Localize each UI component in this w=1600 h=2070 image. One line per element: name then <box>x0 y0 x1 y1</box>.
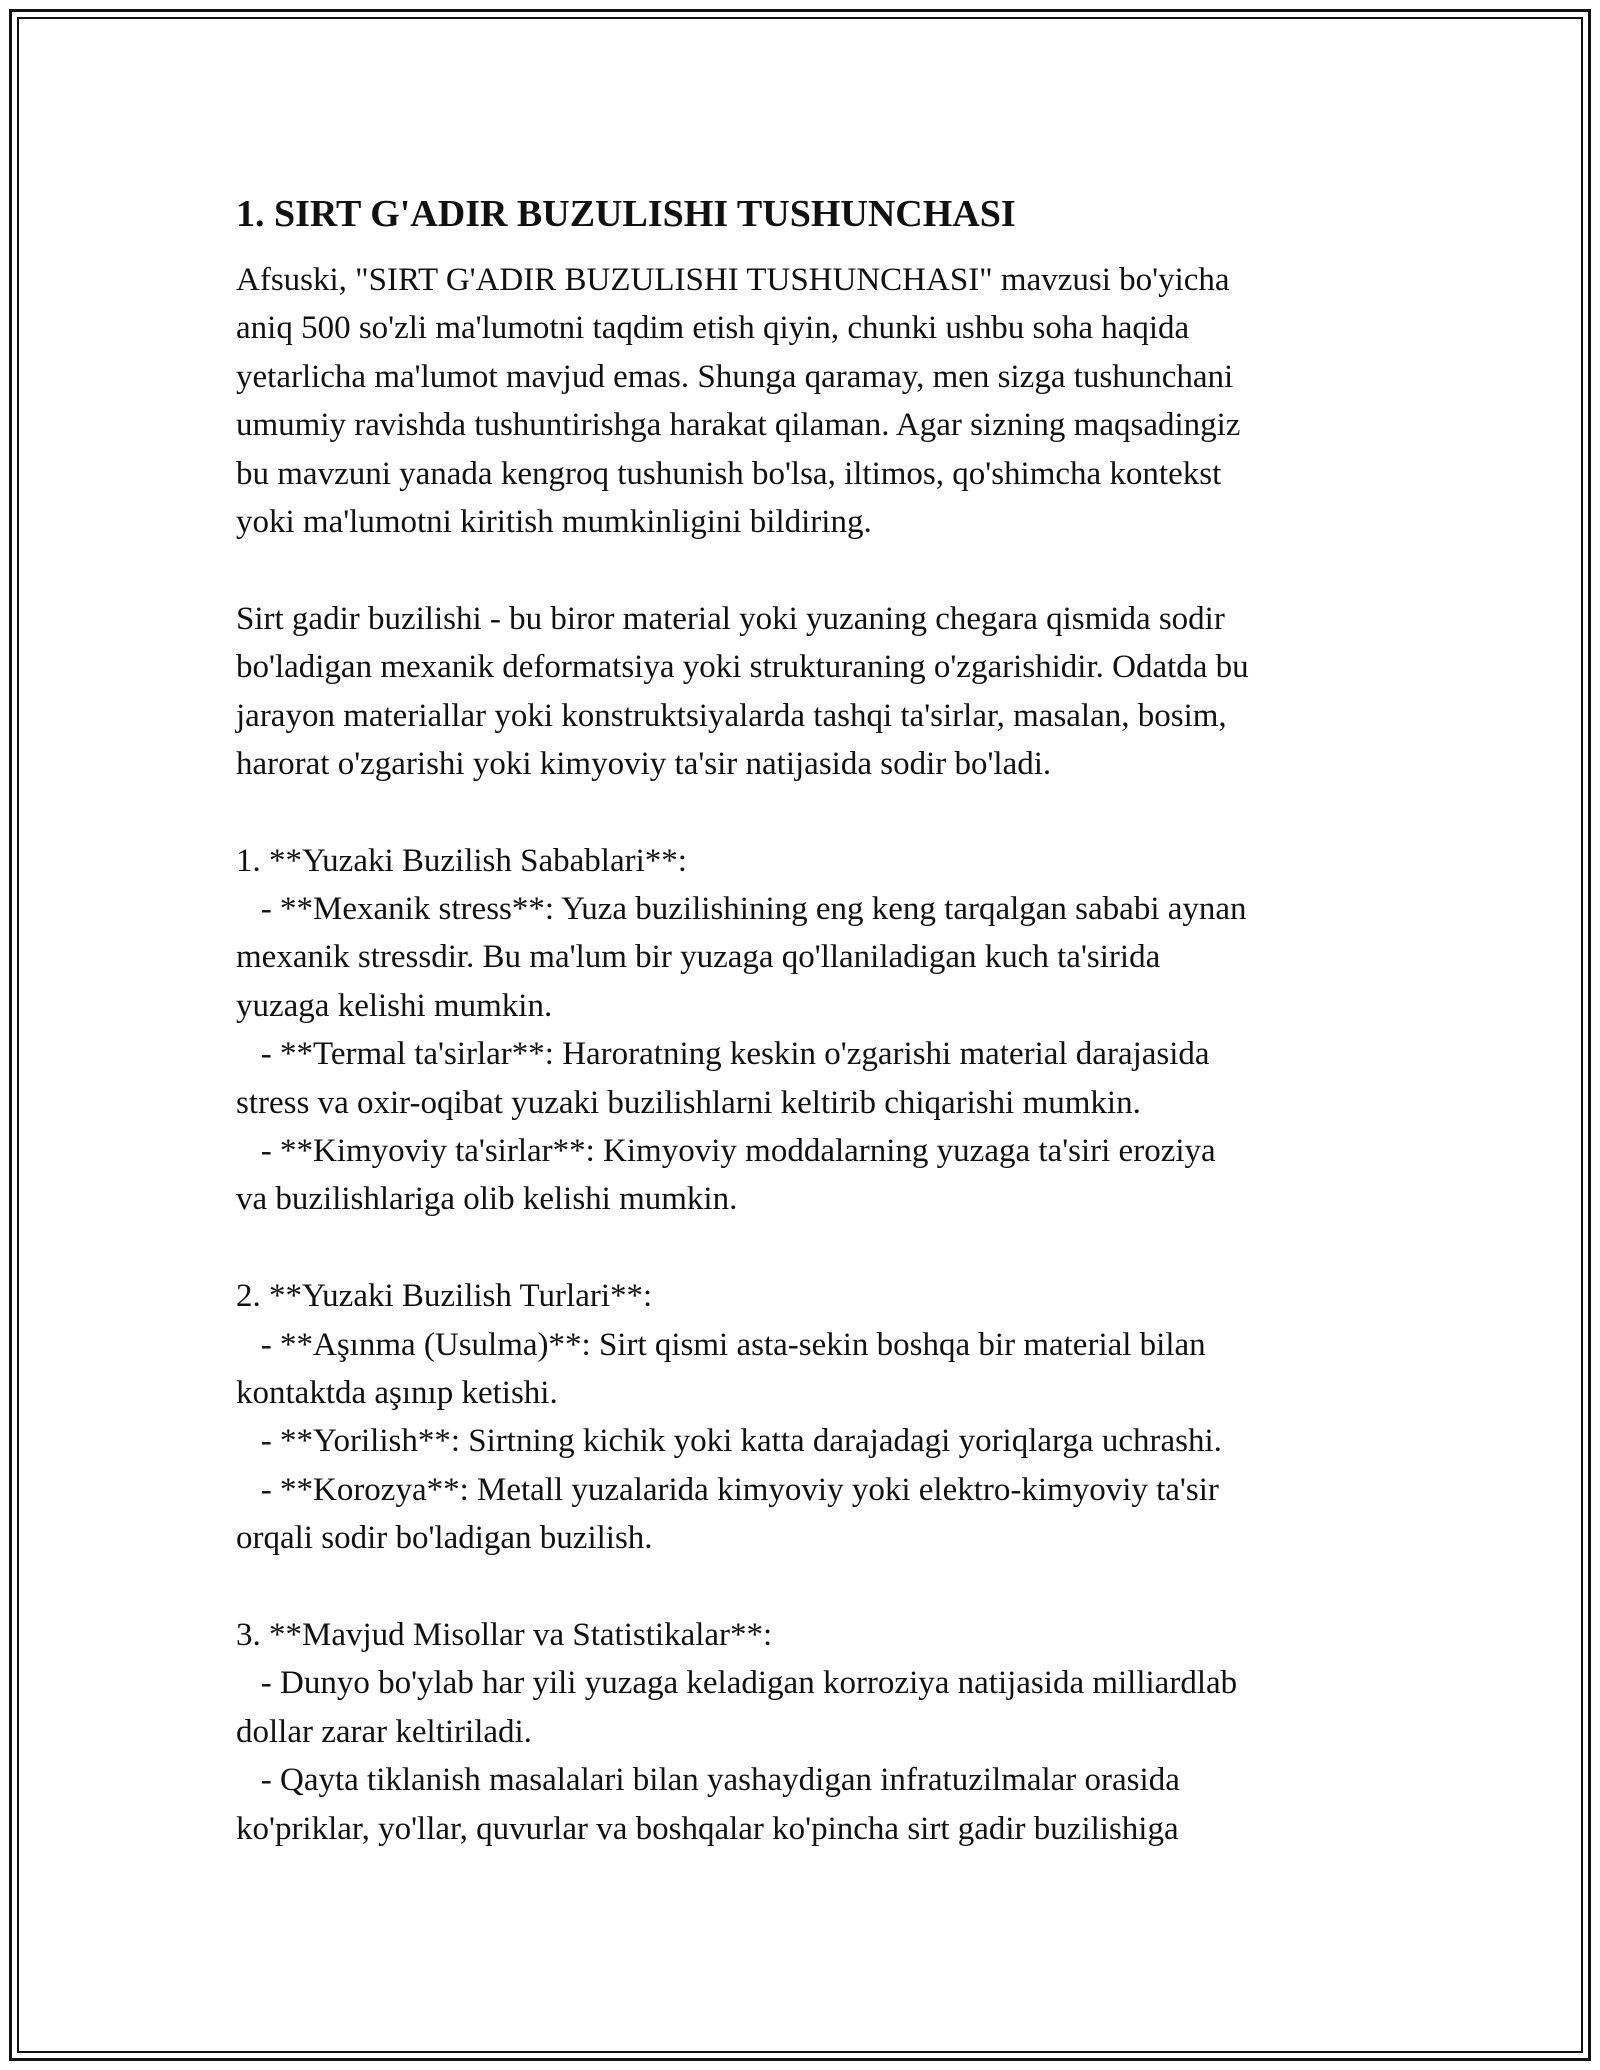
paragraph-spacer <box>236 1224 1416 1272</box>
text-line: va buzilishlariga olib kelishi mumkin. <box>236 1181 738 1218</box>
text-line: harorat o'zgarishi yoki kimyoviy ta'sir natijasida sodir bo'ladi. <box>236 745 1052 782</box>
document-title: 1. SIRT G'ADIR BUZULISHI TUSHUNCHASI <box>236 193 1016 235</box>
text-line: yuzaga kelishi mumkin. <box>236 987 553 1024</box>
text-line: - Dunyo bo'ylab har yili yuzaga keladigan korroziya natijasida milliardlab <box>236 1665 1238 1702</box>
text-line: Sirt gadir buzilishi - bu biror material yoki yuzaning chegara qismida sodir <box>236 600 1225 637</box>
text-line: yetarlicha ma'lumot mavjud emas. Shunga qaramay, men sizga tushunchani <box>236 358 1234 395</box>
text-line: - Qayta tiklanish masalalari bilan yashaydigan infratuzilmalar orasida <box>236 1762 1180 1799</box>
text-line: - **Mexanik stress**: Yuza buzilishining eng keng tarqalgan sababi aynan <box>236 891 1247 928</box>
text-line: yoki ma'lumotni kiritish mumkinligini bildiring. <box>236 503 872 540</box>
text-line: dollar zarar keltiriladi. <box>236 1713 532 1750</box>
text-line: 2. **Yuzaki Buzilish Turlari**: <box>236 1278 653 1315</box>
text-line: - **Kimyoviy ta'sirlar**: Kimyoviy moddalarning yuzaga ta'siri eroziya <box>236 1133 1216 1170</box>
text-line: Afsuski, "SIRT G'ADIR BUZULISHI TUSHUNCHASI" mavzusi bo'yicha <box>236 262 1230 298</box>
document-text <box>236 256 1416 1853</box>
text-line: mexanik stressdir. Bu ma'lum bir yuzaga qo'llaniladigan kuch ta'sirida <box>236 939 1161 976</box>
text-line: bo'ladigan mexanik deformatsiya yoki strukturaning o'zgarishidir. Odatda bu <box>236 649 1249 686</box>
text-line: bu mavzuni yanada kengroq tushunish bo'lsa, iltimos, qo'shimcha kontekst <box>236 455 1222 492</box>
text-line: - **Aşınma (Usulma)**: Sirt qismi asta-sekin boshqa bir material bilan <box>236 1326 1206 1363</box>
text-line: ko'priklar, yo'llar, quvurlar va boshqalar ko'pincha sirt gadir buzilishiga <box>236 1810 1179 1847</box>
document-body <box>236 188 1416 1853</box>
text-line: - **Korozya**: Metall yuzalarida kimyoviy yoki elektro-kimyoviy ta'sir <box>236 1471 1219 1508</box>
text-line: kontaktda aşınıp ketishi. <box>236 1374 558 1411</box>
text-line: - **Yorilish**: Sirtning kichik yoki katta darajadagi yoriqlarga uchrashi. <box>236 1423 1222 1460</box>
text-line: stress va oxir-oqibat yuzaki buzilishlarni keltirib chiqarishi mumkin. <box>236 1084 1141 1121</box>
text-line: 3. **Mavjud Misollar va Statistikalar**: <box>236 1616 773 1653</box>
text-line: - **Termal ta'sirlar**: Haroratning keskin o'zgarishi material darajasida <box>236 1036 1210 1073</box>
text-line: 1. **Yuzaki Buzilish Sabablari**: <box>236 842 687 879</box>
text-line: orqali sodir bo'ladigan buzilish. <box>236 1520 653 1557</box>
text-line: aniq 500 so'zli ma'lumotni taqdim etish qiyin, chunki ushbu soha haqida <box>236 310 1190 347</box>
text-line: umumiy ravishda tushuntirishga harakat qilaman. Agar sizning maqsadingiz <box>236 407 1241 444</box>
paragraph-spacer <box>236 546 1416 594</box>
text-line: jarayon materiallar yoki konstruktsiyalarda tashqi ta'sirlar, masalan, bosim, <box>236 697 1227 734</box>
paragraph-spacer <box>236 788 1416 836</box>
paragraph-spacer <box>236 1563 1416 1611</box>
